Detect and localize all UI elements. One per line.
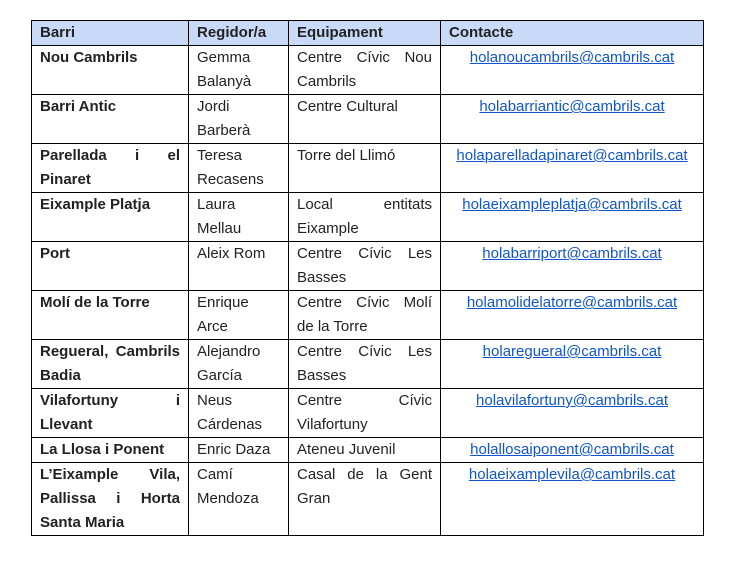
regidor-cell: Alejandro García [189,340,289,389]
email-link[interactable]: holaeixampleplatja@cambrils.cat [462,196,682,213]
equipament-cell: Centre Cívic Nou Cambrils [289,46,441,95]
contacte-cell [441,389,704,438]
regidor-cell: Aleix Rom [189,242,289,291]
header-row [32,21,704,46]
table-row [32,193,704,242]
table-row [32,144,704,193]
table-row [32,389,704,438]
contacte-cell [441,463,704,536]
table-row [32,95,704,144]
email-link[interactable]: holabarriantic@cambrils.cat [479,98,665,115]
barri-cell: Nou Cambrils [32,46,189,95]
table-row [32,463,704,536]
regidor-cell: Jordi Barberà [189,95,289,144]
barri-cell: Molí de la Torre [32,291,189,340]
email-link[interactable]: holaeixamplevila@cambrils.cat [468,466,676,483]
regidor-cell: Enric Daza [189,438,289,463]
barri-cell: Eixample Platja [32,193,189,242]
table-row [32,291,704,340]
equipament-cell: Local entitats Eixample [289,193,441,242]
contacte-cell [441,144,704,193]
contacte-cell [441,438,704,463]
table-row [32,242,704,291]
equipament-cell: Centre Cívic Les Basses [289,242,441,291]
table-row [32,438,704,463]
email-link[interactable]: holanoucambrils@cambrils.cat [469,49,675,66]
barri-cell: Vilafortuny i Llevant [32,389,189,438]
barri-cell: Parellada i el Pinaret [32,144,189,193]
regidor-cell: Teresa Recasens [189,144,289,193]
table-row [32,46,704,95]
regidor-cell: Laura Mellau [189,193,289,242]
header-equipament: Equipament [289,21,441,46]
contacts-table [31,20,704,536]
contacte-cell [441,242,704,291]
barri-cell: Port [32,242,189,291]
email-link[interactable]: holamolidelatorre@cambrils.cat [466,294,678,311]
equipament-cell: Centre Cívic Molí de la Torre [289,291,441,340]
contacte-cell [441,95,704,144]
contacte-cell [441,46,704,95]
header-barri: Barri [32,21,189,46]
regidor-cell: Enrique Arce [189,291,289,340]
equipament-cell: Centre Cultural [289,95,441,144]
barri-cell: La Llosa i Ponent [32,438,189,463]
header-contacte: Contacte [441,21,704,46]
barri-cell: L’Eixample Vila, Pallissa i Horta Santa Maria [32,463,189,536]
regidor-cell: Neus Cárdenas [189,389,289,438]
email-link[interactable]: holaregueral@cambrils.cat [482,343,662,360]
equipament-cell: Casal de la Gent Gran [289,463,441,536]
regidor-cell: Camí Mendoza [189,463,289,536]
regidor-cell: Gemma Balanyà [189,46,289,95]
email-link[interactable]: holavilafortuny@cambrils.cat [476,392,668,409]
email-link[interactable]: holaparelladapinaret@cambrils.cat [456,147,688,164]
header-regidor: Regidor/a [189,21,289,46]
contacte-cell [441,291,704,340]
table-row [32,340,704,389]
equipament-cell: Ateneu Juvenil [289,438,441,463]
email-link[interactable]: holabarriport@cambrils.cat [482,245,662,262]
equipament-cell: Centre Cívic Les Basses [289,340,441,389]
equipament-cell: Centre Cívic Vilafortuny [289,389,441,438]
barri-cell: Regueral, Cambrils Badia [32,340,189,389]
contacte-cell [441,340,704,389]
equipament-cell: Torre del Llimó [289,144,441,193]
contacte-cell [441,193,704,242]
email-link[interactable]: holallosaiponent@cambrils.cat [470,441,674,458]
barri-cell: Barri Antic [32,95,189,144]
